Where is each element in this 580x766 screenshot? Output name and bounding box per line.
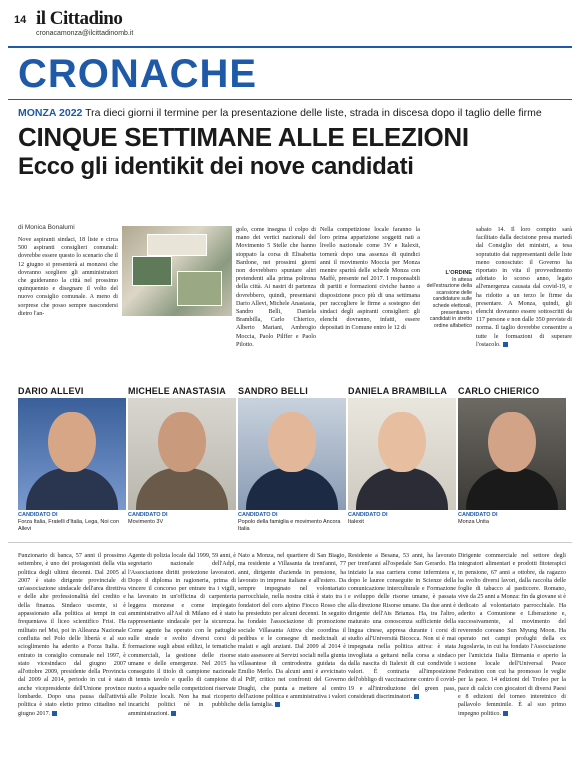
candidate-bio-text: Dirigente commerciale nel settore degli integratori alimentari e prodotti fitoterapici in pensione, 67 anni a ottobre, da ragazzo ha svolto diversi lavori, dalla raccolta delle foglie di tabacco al pasticcere. Romano, vive da 25 anni a Monza: fin da giovane si è dedicato al volontariato parrocchiale. Ha aderito a Comunione e Liberazione e, successivamente, al movimento del reverendo coreano Sun Myung Moon. Ha operato nei campi profughi della ex Jugoslavia, in cui ha fondato l'Associazione per l'amicizia Italia Birmania e aperto la sezione locale dell'Universal Peace Federation con cui ha promosso le veglie per la pace. 14 edizioni del Trofeo per la pace di calcio con giocatori di diversi Paesi e 8 edizioni del torneo interetnico di pallavolo femminile. È al suo primo impegno politico. (458, 553, 566, 717)
candidate-portrait (18, 398, 126, 510)
end-mark-icon (171, 711, 176, 716)
photo-detail (177, 271, 222, 306)
portrait-face (268, 412, 316, 472)
article-column-2 (122, 320, 232, 376)
portrait-body (356, 468, 448, 510)
portrait-body (26, 468, 118, 510)
article-column-1 (18, 236, 118, 376)
candidate-bio-text: Residente a Besana, 53 anni, ha lavorato per trent'anni all'ospedale San Gerardo. Ha iniziato la sua carriera come infermiera e, dopo le lauree conseguite in Scienze della comunicazione interculturale e Formazione e sviluppo delle risorse umane, è passata alla direzione Risorse umane. Da due anni è dirigente dell'Ats Brianza. Ha, tra l'altro, maturato una conoscenza sufficiente della lingua cinese, appresa durante i corsi di studio all'Università Bicocca. Non si è mai impegnata nella politica attiva: è stata invogliata a gettarsi nella corsa a sindaco dalla nascita di Italexit di cui condivide i valori. È contraria all'imposizione dell'obbligo di vaccinazione contro il covid-19 e all'introduzione del green pass, considerati discriminatori. (348, 553, 456, 701)
end-mark-icon (503, 342, 508, 347)
portrait-face (158, 412, 206, 472)
portrait-face (378, 412, 426, 472)
candidate-portrait (238, 398, 346, 510)
end-mark-icon (414, 694, 419, 699)
candidate-bio (18, 552, 126, 762)
portrait-body (466, 468, 558, 510)
article-column-2-main (236, 226, 316, 376)
candidate-name: SANDRO BELLI (238, 386, 308, 396)
portrait-face (48, 412, 96, 472)
article-text-2: golo, come insegna il colpo di mano dei vertici nazionali del Movimento 5 Stelle che hanno stoppato la corsa di Elisabetta Bardone, nei prossimi giorni non dovrebbero spuntare altri pretendenti alla prima poltrona della città. Ai nastri di partenza dovrebbero, quindi, presentarsi Dario Allevi, Michele Anastasia, Sandro Belli, Daniela Brambilla, Carlo Chierico, Alberto Mariani, Ambrogio Moccia, Paolo Pilffer e Paolo Pilotto. (236, 227, 316, 348)
photo-detail (147, 234, 207, 256)
article-text-1: Nove aspiranti sindaci, 18 liste e circa 500 aspiranti consiglieri comunali: dovrebbe essere questo lo scenario che il 12 giugno si presenterà ai monzesi che dovranno scegliere gli amministratori che guideranno la città nel prossimo quinquennio e disegnare il volto del nuovo consiglio comunale. A meno di sorprese che posso sempre nascondersi dietro l'an- (18, 237, 118, 317)
candidate-name: CARLO CHIERICO (458, 386, 540, 396)
article-column-4 (476, 226, 572, 376)
candidate-label: CANDIDATO DI (128, 512, 168, 518)
candidate-name: DARIO ALLEVI (18, 386, 84, 396)
candidate-party: Movimento 3V (128, 519, 164, 525)
headline-2: Ecco gli identikit dei nove candidati (18, 153, 414, 180)
candidate-name: DANIELA BRAMBILLA (348, 386, 448, 396)
candidate-bio-text: Agente di polizia locale dal 1999, 59 anni, è segretario nazionale dell'Adpl, l'Associazione diritti protezione lavoratori. Dopo il diploma in ragioneria, prima di vincere il concorso per entrare tra i vigili, ha lavorato in un'officina di carpenteria leggera monzese e come impiegato amministrativo all'Asl di Milano ed è stato rappresentante sindacale per la sicurezza. Come agente ha operato con le pattuglie sulle strade e svolto diversi corsi di formazione sugli abusi edilizi, le tematiche commerciali, la gestione delle risorse umane e delle emergenze. Nel 2015 ha conseguito il titolo di campione nazionale di tennis tavolo e quello di campione di nuoto a squadre nelle competizioni riservate alle Polizie locali. Non ha mai ricoperto incarichi politici né in pubbliche amministrazioni. (128, 553, 236, 717)
end-mark-icon (503, 711, 508, 716)
masthead: il Cittadino (36, 8, 123, 29)
page-number: 14 (14, 14, 27, 26)
candidate-name: MICHELE ANASTASIA (128, 386, 226, 396)
article-column-3 (320, 226, 420, 376)
article-text-3: Nella competizione locale faranno la loro prima apparizione soggetti nati a livello nazionale come 3V e Italexit, tornerà dopo una assenza di quindici anni il movimento Moccia per Monza mentre sparirà delle schede Monza con Maffè, presente nel 2017. I responsabili di partiti e formazioni civiche hanno a disposizione poco più di una settimana per raccogliere le firme a sostegno dei sindaci degli aspiranti consiglieri: gli elenchi dovranno, infatti, essere depositati in Comune entro le 12 di (320, 227, 420, 332)
candidate-bio (128, 552, 236, 762)
ordine-text: In attesa dell'estrazione della scansione delle candidature sulle schede elettorali, presentiamo i candidati in stretto ordine alfabetico (426, 276, 472, 329)
section-title: CRONACHE (18, 52, 258, 96)
photo-detail (132, 256, 172, 286)
candidate-bio (458, 552, 566, 762)
kicker-tag: MONZA 2022 (18, 107, 83, 119)
candidate-portrait (458, 398, 566, 510)
intro-block (0, 0, 580, 380)
candidate-party: Italexit (348, 519, 364, 525)
end-mark-icon (52, 711, 57, 716)
candidate-label: CANDIDATO DI (348, 512, 388, 518)
ballot-papers-photo (122, 226, 232, 316)
candidate-bio (348, 552, 456, 762)
portrait-body (136, 468, 228, 510)
candidate-portrait (348, 398, 456, 510)
divider (8, 542, 572, 543)
candidate-bio-text: Nato a Monza, nel quartiere di San Biagio, ma residente a Villasanta da trent'anni, 77 anni, dirigente d'azienda in pensione, ha lavorato in imprese italiane e all'estero. Da sempre impegnato nel volontariato parrocchiale, nella nostra città è stato tra i fondatori del coro alpino Fiocco Rosso che ha presieduto per alcuni decenni. In seguito ha fondato l'associazione di promozione sociale Villasanta Attiva che coordina il pedibus e le consegne di medicinali ai malati e agli anziani. Dal 2009 al 2014 è stato assessore ai Servizi sociali nella giunta villasantese di centrodestra guidata da Emilio Merlo. Da alcuni anni è avvicinato al PdF, critico nei confronti del Governo Draghi, che punta a mettere al centro dell'azione politica e amministrativa i valori della famiglia. (238, 553, 346, 709)
candidate-label: CANDIDATO DI (238, 512, 278, 518)
byline: di Monica Bonalumi (18, 224, 75, 231)
candidate-portrait (128, 398, 236, 510)
ordine-note (424, 270, 472, 329)
candidate-bio (238, 552, 346, 762)
candidate-bio-text: Funzionario di banca, 57 anni il prossimo settembre, è uno dei protagonisti della vita politica degli ultimi decenni. Dal 2005 al 2007 è stato dirigente provinciale di un'associazione sindacale dell'area direttiva e delle alte professionalità del credito e della finanza. Sindaco uscente, si è appassionato alla politica ai tempi in cui frequentava il liceo scientifico Frisi. Ha militato nel Msi, poi in Alleanza Nazionale confluita nel Polo delle libertà e al suo scioglimento ha aderito a Forza Italia. È entrato in consiglio comunale nel 1997, è stato vicesindaco dal giugno 2007 all'ottobre 2009, presidente della Provincia dal 2009 al 2014, periodo in cui è stato anche vicepresidente dell'Unione province lombarde. Dopo una pausa dall'attività politica è stato eletto primo cittadino nel giugno 2017. (18, 553, 126, 717)
headline-1: CINQUE SETTIMANE ALLE ELEZIONI (18, 122, 469, 152)
portrait-body (246, 468, 338, 510)
article-text-4: sabato 14. Il loro compito sarà facilitato dalla decisione presa martedì dal Consiglio dei ministri, a tesa sopratutto dai rappresentanti delle liste meno conosciute: il Governo ha riportato in vita il provvedimento adottato lo scorso anno, legato all'emergenza causata dal covid-19, e ha ridotto a un terzo le firme da presentare. A Monza, quindi, gli elenchi dovranno essere sottoscritti da 117 persone e non dalle 350 previste di norma. Il taglio dovrebbe consentire a tutte le formazioni di superare l'ostacolo. (476, 227, 572, 348)
portrait-face (488, 412, 536, 472)
candidate-label: CANDIDATO DI (18, 512, 58, 518)
candidate-party: Monza Unita (458, 519, 489, 525)
candidate-party: Popolo della famiglia e movimento Ancora Italia (238, 519, 341, 532)
section-email: cronacamonza@ilcittadinomb.it (36, 30, 134, 37)
kicker-text: Tra dieci giorni il termine per la presentazione delle liste, strada in discesa dopo il taglio delle firme (85, 107, 542, 119)
candidate-party: Forza Italia, Fratelli d'Italia, Lega, Noi con Allevi (18, 519, 120, 532)
ordine-title: L'ORDINE (445, 270, 472, 276)
end-mark-icon (275, 702, 280, 707)
candidate-label: CANDIDATO DI (458, 512, 498, 518)
